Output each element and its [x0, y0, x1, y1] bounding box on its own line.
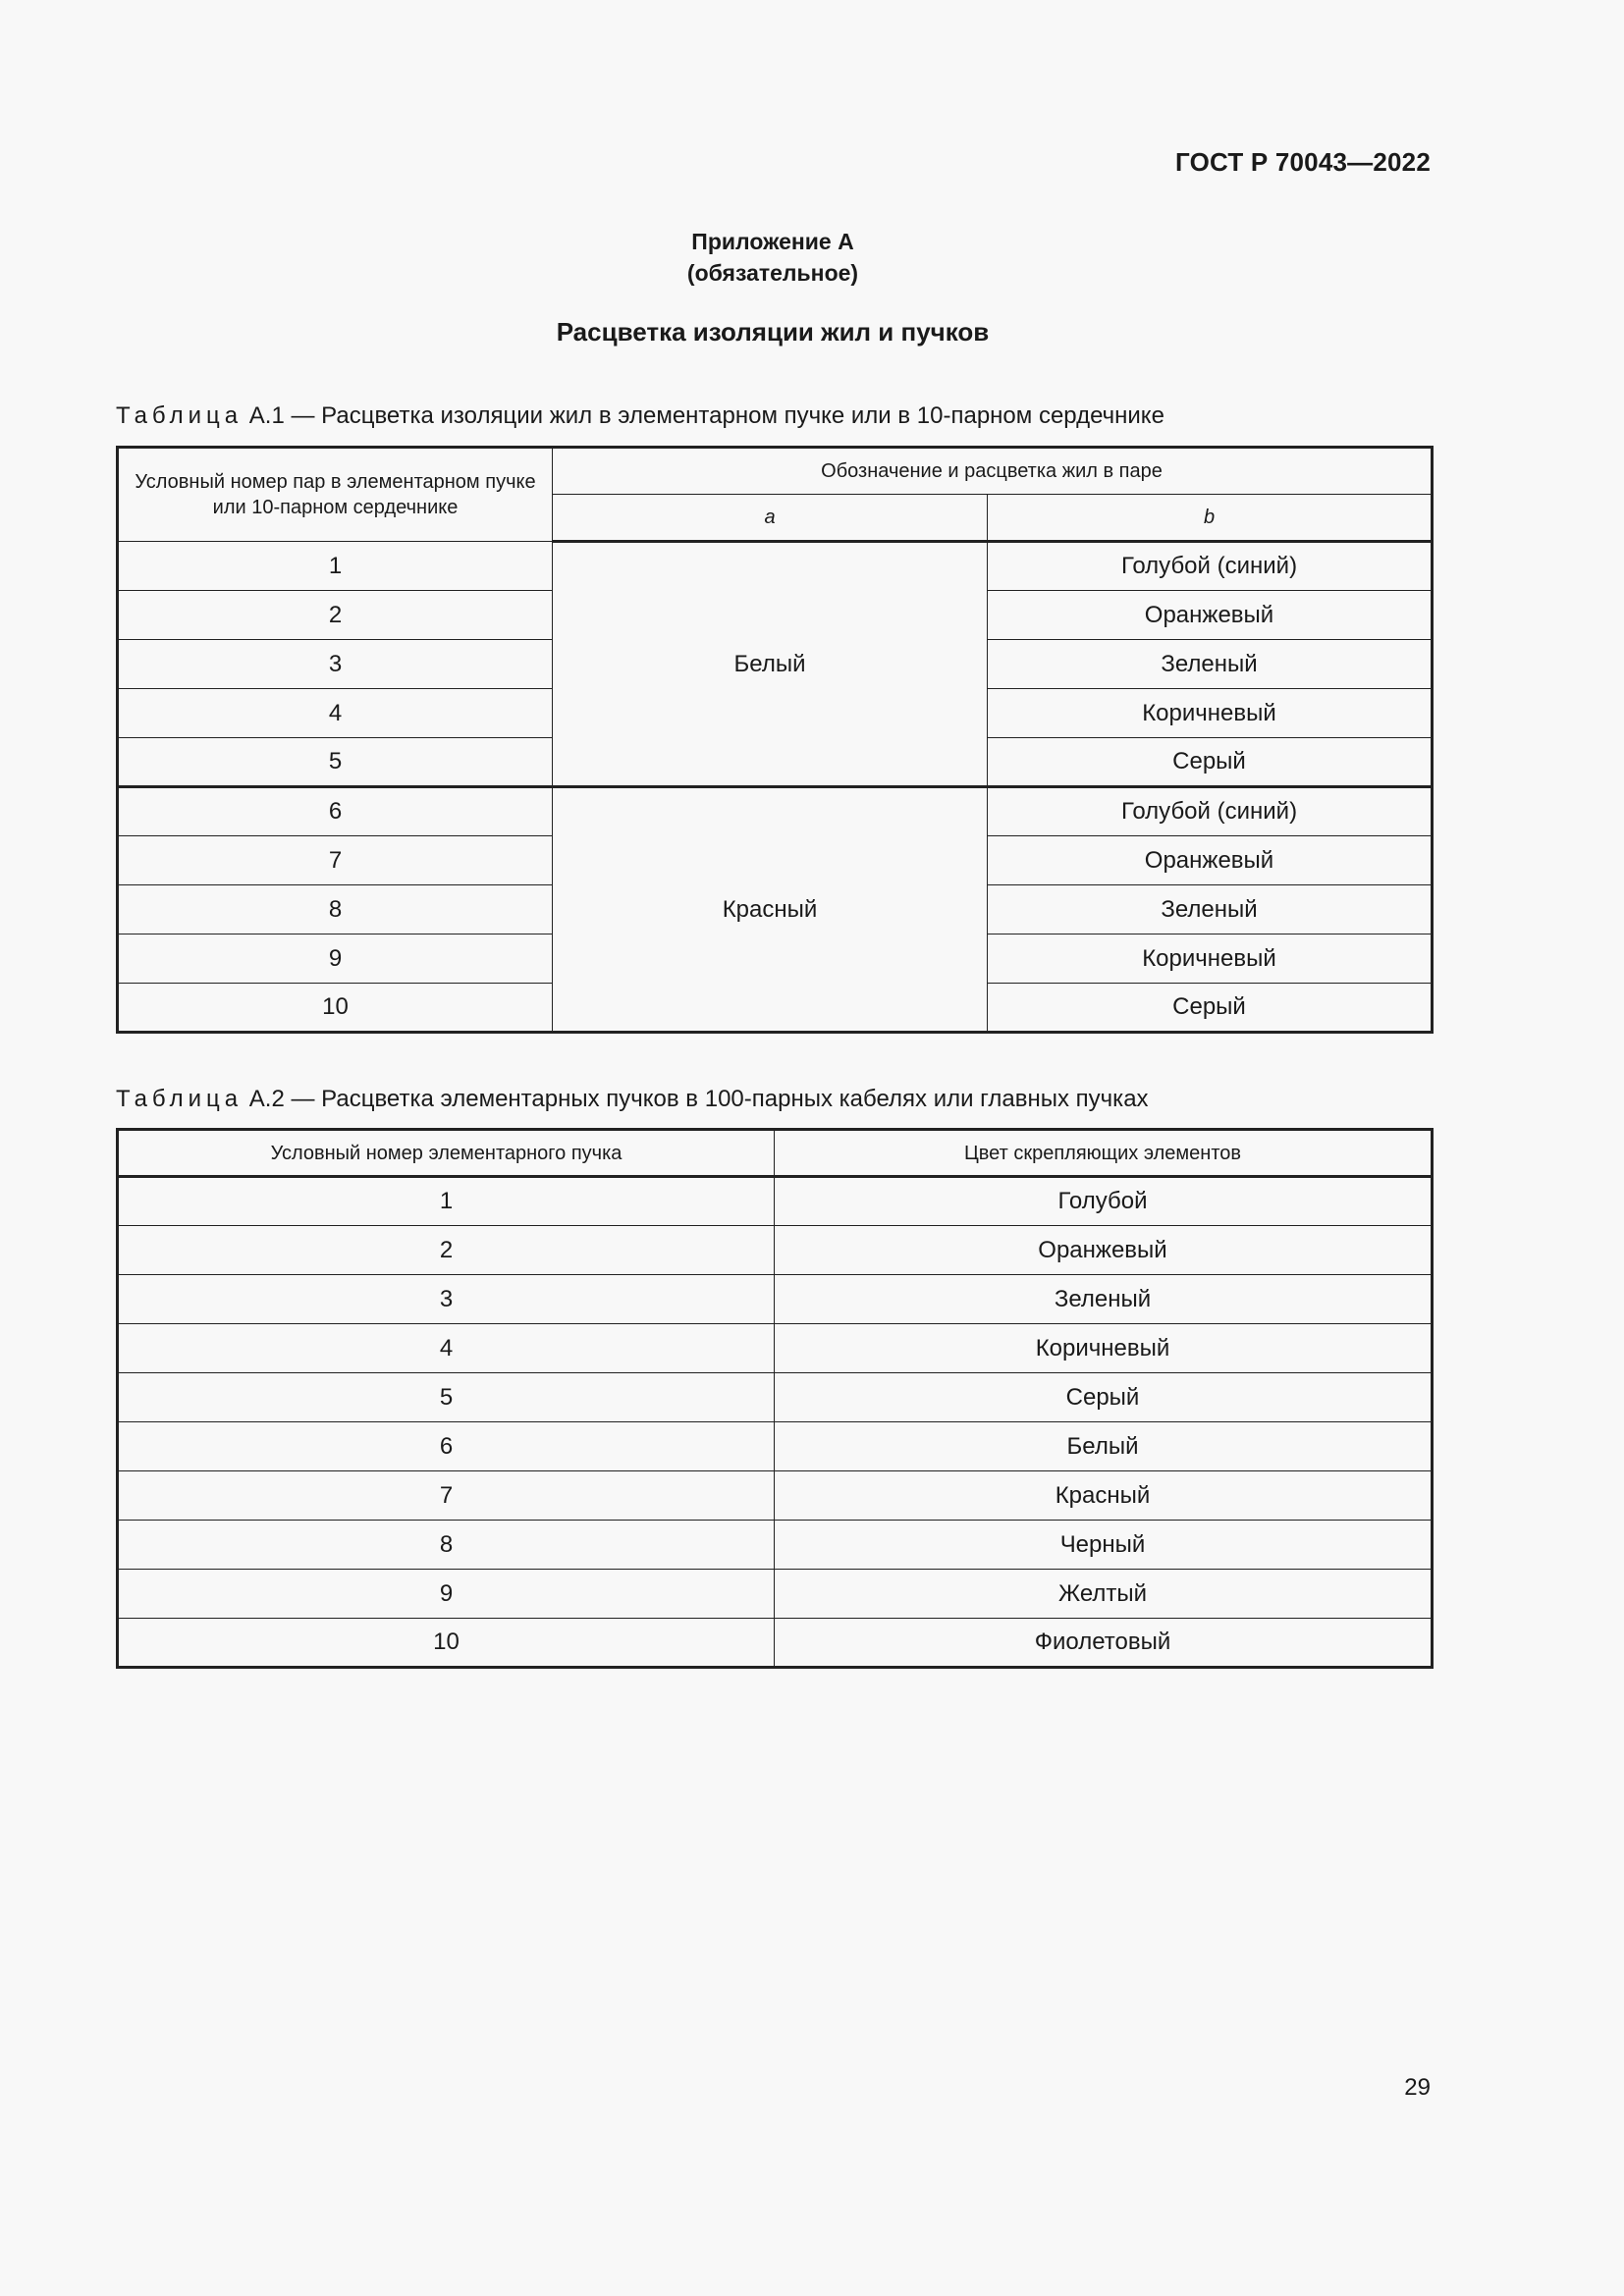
wire-b-color-cell: Серый: [988, 738, 1433, 787]
col-header-b: b: [988, 495, 1433, 542]
wire-b-color-cell: Голубой (синий): [988, 542, 1433, 591]
bundle-number-cell: 9: [118, 1570, 775, 1619]
annex-title: Расцветка изоляции жил и пучков: [556, 317, 990, 347]
wire-b-color-cell: Оранжевый: [988, 836, 1433, 885]
pair-number-cell: 7: [118, 836, 553, 885]
table-a2-caption: [116, 1086, 1149, 1113]
table-word: Таблица: [116, 1086, 244, 1112]
binder-color-cell: Оранжевый: [775, 1226, 1433, 1275]
wire-a-color-cell: Белый: [553, 542, 988, 787]
binder-color-cell: Коричневый: [775, 1324, 1433, 1373]
table-row: [118, 542, 1433, 591]
pair-number-cell: 4: [118, 689, 553, 738]
binder-color-cell: Желтый: [775, 1570, 1433, 1619]
caption-text: А.1 — Расцветка изоляции жил в элементарном пучке или в 10-парном сердечнике: [243, 402, 1164, 429]
table-row: [118, 1570, 1433, 1619]
table-row: [118, 787, 1433, 836]
table-row: [118, 1619, 1433, 1668]
binder-color-cell: Зеленый: [775, 1275, 1433, 1324]
pair-number-cell: 8: [118, 885, 553, 934]
wire-b-color-cell: Зеленый: [988, 885, 1433, 934]
standard-designation: ГОСТ Р 70043—2022: [1175, 147, 1431, 177]
binder-color-cell: Красный: [775, 1471, 1433, 1521]
col-header-wire-colors: Обозначение и расцветка жил в паре: [553, 448, 1433, 495]
binder-color-cell: Черный: [775, 1521, 1433, 1570]
col-header-binder-color: Цвет скрепляющих элементов: [775, 1130, 1433, 1177]
bundle-number-cell: 3: [118, 1275, 775, 1324]
col-header-bundle-number: Условный номер элементарного пучка: [118, 1130, 775, 1177]
wire-b-color-cell: Зеленый: [988, 640, 1433, 689]
page-number: 29: [1404, 2074, 1431, 2101]
table-row: [118, 1275, 1433, 1324]
pair-number-cell: 2: [118, 591, 553, 640]
wire-b-color-cell: Голубой (синий): [988, 787, 1433, 836]
annex-heading: [0, 226, 1545, 289]
caption-text: А.2 — Расцветка элементарных пучков в 100-парных кабелях или главных пучках: [243, 1086, 1149, 1112]
bundle-number-cell: 2: [118, 1226, 775, 1275]
bundle-number-cell: 8: [118, 1521, 775, 1570]
table-a1-caption: [116, 402, 1164, 430]
binder-color-cell: Фиолетовый: [775, 1619, 1433, 1668]
col-header-pair-number: Условный номер пар в элементарном пучке или 10-парном сердечнике: [118, 448, 553, 542]
table-word: Таблица: [116, 402, 244, 429]
bundle-number-cell: 6: [118, 1422, 775, 1471]
wire-b-color-cell: Оранжевый: [988, 591, 1433, 640]
annex-status: (обязательное): [686, 260, 859, 286]
bundle-number-cell: 4: [118, 1324, 775, 1373]
pair-number-cell: 6: [118, 787, 553, 836]
table-row: [118, 1471, 1433, 1521]
table-row: [118, 1324, 1433, 1373]
binder-color-cell: Серый: [775, 1373, 1433, 1422]
wire-b-color-cell: Серый: [988, 984, 1433, 1033]
col-header-a: a: [553, 495, 988, 542]
pair-number-cell: 9: [118, 934, 553, 984]
table-row: [118, 1422, 1433, 1471]
wire-b-color-cell: Коричневый: [988, 934, 1433, 984]
bundle-number-cell: 10: [118, 1619, 775, 1668]
pair-number-cell: 1: [118, 542, 553, 591]
table-a2: [116, 1128, 1434, 1669]
bundle-number-cell: 5: [118, 1373, 775, 1422]
binder-color-cell: Белый: [775, 1422, 1433, 1471]
wire-a-color-cell: Красный: [553, 787, 988, 1033]
table-row: [118, 1226, 1433, 1275]
table-a1: [116, 446, 1434, 1034]
table-row: [118, 1177, 1433, 1226]
bundle-number-cell: 1: [118, 1177, 775, 1226]
wire-b-color-cell: Коричневый: [988, 689, 1433, 738]
annex-name: Приложение А: [691, 229, 854, 254]
pair-number-cell: 3: [118, 640, 553, 689]
bundle-number-cell: 7: [118, 1471, 775, 1521]
table-row: [118, 1521, 1433, 1570]
binder-color-cell: Голубой: [775, 1177, 1433, 1226]
pair-number-cell: 10: [118, 984, 553, 1033]
pair-number-cell: 5: [118, 738, 553, 787]
table-row: [118, 1373, 1433, 1422]
